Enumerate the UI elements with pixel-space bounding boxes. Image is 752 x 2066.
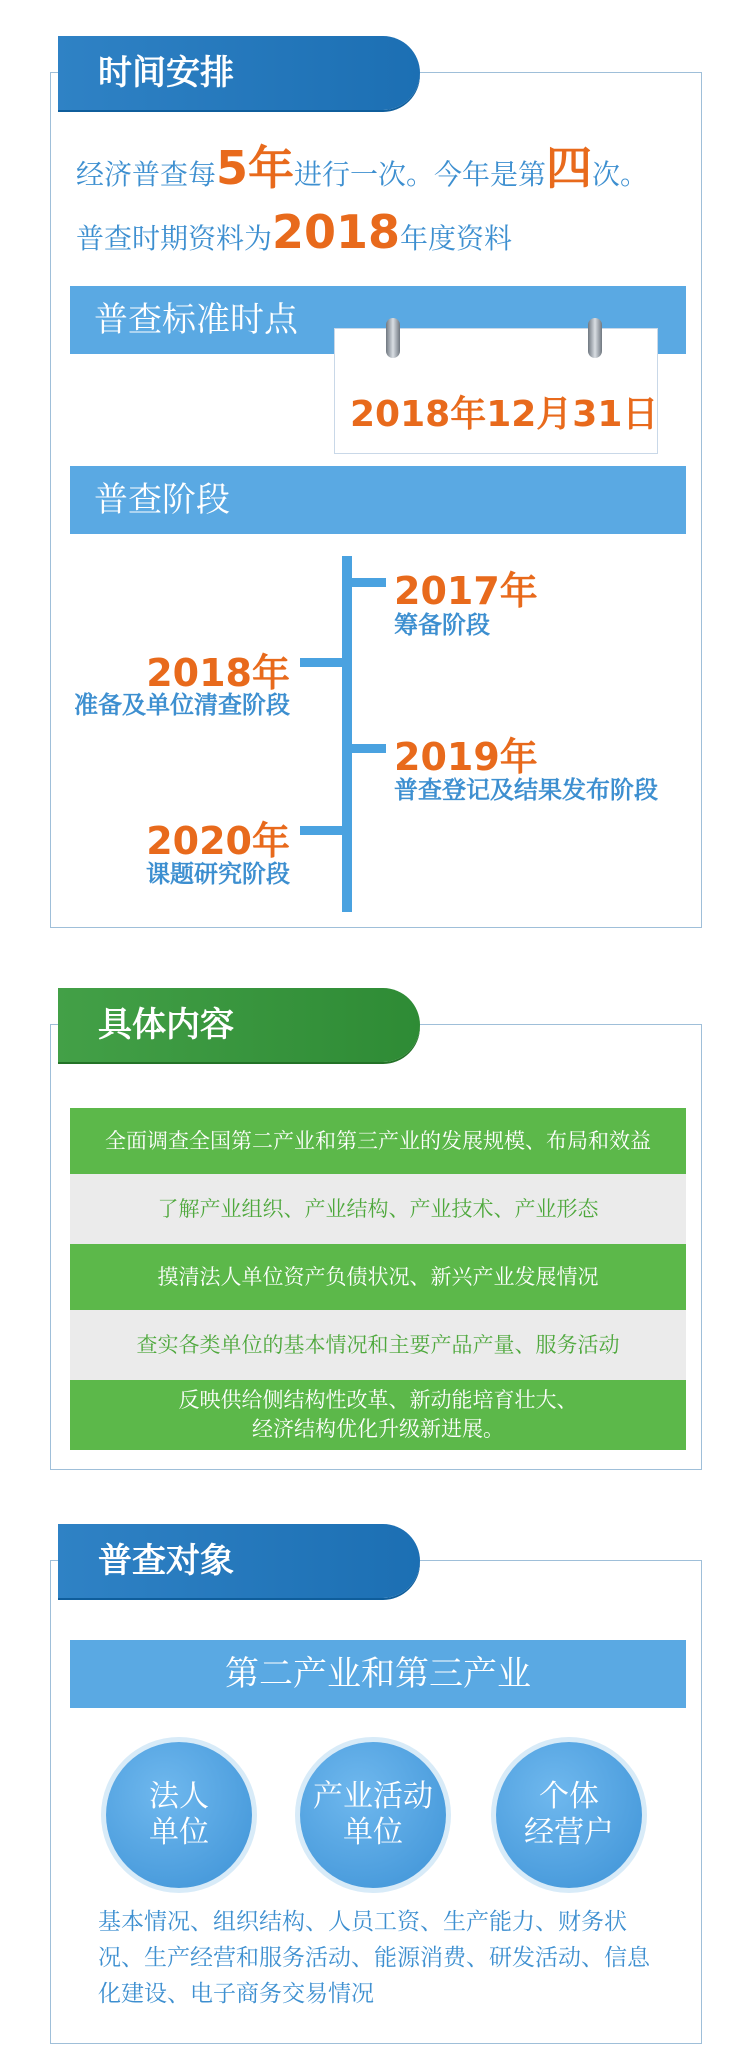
phase-label: 准备及单位清查阶段: [74, 691, 290, 719]
intro-text: 经济普查每: [76, 158, 217, 191]
phase-label: 课题研究阶段: [146, 860, 290, 888]
intro-highlight-count: 四: [546, 141, 593, 195]
intro-line-2: [76, 204, 512, 260]
content-row: 摸清法人单位资产负债状况、新兴产业发展情况: [70, 1244, 686, 1310]
circle-label: 单位: [149, 1815, 209, 1850]
phase-label: 筹备阶段: [394, 611, 490, 639]
activity-unit-circle: [300, 1742, 446, 1888]
standard-time-date: 2018年12月31日: [350, 394, 659, 435]
timeline-branch: [352, 578, 386, 587]
calendar-ring-icon: [588, 318, 602, 358]
time-schedule-tab: 时间安排: [58, 36, 420, 110]
circle-label: 个体: [539, 1779, 599, 1814]
timeline-branch: [300, 826, 342, 835]
content-row-line: 反映供给侧结构性改革、新动能培育壮大、: [178, 1388, 578, 1412]
content-tab: 具体内容: [58, 988, 420, 1062]
legal-entity-circle: [106, 1742, 252, 1888]
phase-year: 2018年: [146, 651, 290, 695]
phase-year: 2019年: [394, 735, 538, 779]
intro-text: 进行一次。今年是第: [294, 158, 547, 191]
intro-text: 次。: [592, 158, 649, 191]
content-row: 查实各类单位的基本情况和主要产品产量、服务活动: [70, 1310, 686, 1380]
target-banner: 第二产业和第三产业: [70, 1640, 686, 1708]
phases-bar: 普查阶段: [70, 466, 686, 534]
intro-highlight-years: 5年: [216, 141, 295, 195]
timeline-trunk: [342, 556, 352, 912]
circle-label: 法人: [149, 1779, 209, 1814]
standard-time-bar: 普查标准时点: [70, 286, 686, 354]
intro-text: 年度资料: [400, 222, 513, 255]
individual-business-circle: [496, 1742, 642, 1888]
phase-label: 普查登记及结果发布阶段: [394, 776, 658, 804]
intro-highlight-year: 2018: [272, 205, 401, 259]
target-description: 基本情况、组织结构、人员工资、生产能力、财务状况、生产经营和服务活动、能源消费、研发活动、信息化建设、电子商务交易情况: [98, 1909, 650, 2007]
phase-year: 2017年: [394, 569, 538, 613]
phase-year: 2020年: [146, 819, 290, 863]
calendar-ring-icon: [386, 318, 400, 358]
circle-label: 单位: [343, 1815, 403, 1850]
circle-label: 经营户: [524, 1815, 614, 1850]
intro-line-1: [76, 140, 648, 196]
intro-text: 普查时期资料为: [76, 222, 273, 255]
content-row-line: 经济结构优化升级新进展。: [252, 1417, 504, 1441]
timeline-branch: [352, 744, 386, 753]
target-tab: 普查对象: [58, 1524, 420, 1598]
timeline-branch: [300, 658, 342, 667]
content-row: 了解产业组织、产业结构、产业技术、产业形态: [70, 1174, 686, 1244]
content-row: 全面调查全国第二产业和第三产业的发展规模、布局和效益: [70, 1108, 686, 1174]
circle-label: 产业活动: [313, 1779, 433, 1814]
content-row-multiline: [70, 1380, 686, 1450]
